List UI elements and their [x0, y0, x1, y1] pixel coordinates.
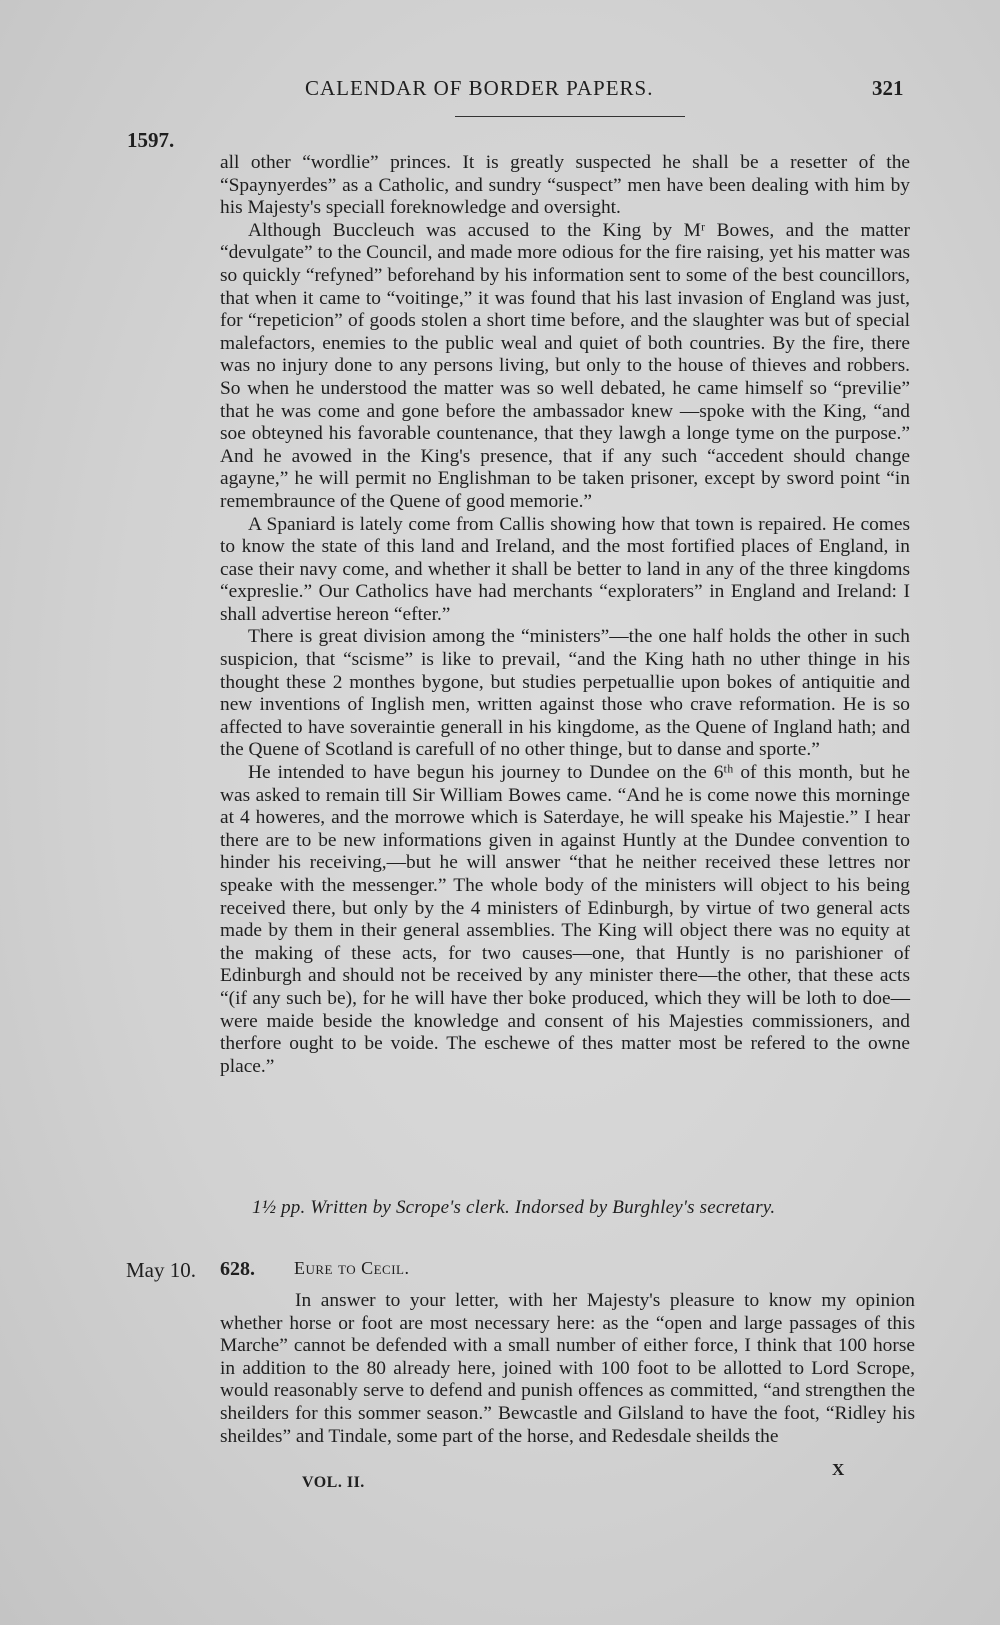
paragraph: There is great division among the “ministers”—the one half holds the other in such suspicion, that “scisme” is like to prevail, “and the King hath no uther thinge in his thought these 2 monthes bygone, but studies perpetuallie upon bokes of antiquitie and new inventions of Inglish men, written against those who crave reformation. He is so affected to have soveraintie generall in his kingdome, as the Quene of Ingland hath; and the Quene of Scotland is carefull of no other thinge, but to danse and sporte.”: [220, 626, 910, 761]
margin-year: 1597.: [127, 128, 175, 152]
paragraph: Although Buccleuch was accused to the King by Mʳ Bowes, and the matter “devulgate” to the Council, and made more odious for the fire raising, yet his matter was so quickly “refyned” beforehand by his information sent to some of the best councillors, that when it came to “voitinge,” it was found that his last invasion of England was just, for “repeticion” of goods stolen a short time before, and the slaughter was but of special malefactors, enemies to the public weal and quiet of both countries. By the fire, there was no injury done to any persons living, but only to the house of thieves and robbers. So when he understood the matter was so well debated, he came himself so “previlie” that he was come and gone before the ambassador knew —spoke with the King, “and soe obteyned his favorable countenance, that they lawgh a longe tyme on the purpose.” And he avowed in the King's presence, that if any such “accedent should change agayne,” he will permit no Englishman to be taken prisoner, except by sword point “in remembraunce of the Quene of good memorie.”: [220, 219, 910, 512]
entry-title: Eure to Cecil.: [294, 1258, 410, 1278]
paragraph: A Spaniard is lately come from Callis showing how that town is repaired. He comes to know the state of this land and Ireland, and the most fortified places of England, in case their navy come, and whether it shall be better to land in any of the three kingdoms “expreslie.” Our Catholics have had merchants “exploraters” in England and Ireland: I shall advertise hereon “efter.”: [220, 513, 910, 625]
paragraph: In answer to your letter, with her Majesty's pleasure to know my opinion whether horse or foot are most necessary here: as the “open and large passages of this Marche” cannot be defended with a small number of either force, I think that 100 horse in addition to the 80 already here, joined with 100 foot to be allotted to Lord Scrope, would reasonably serve to defend and punish offences as committed, “and strengthen the sheilders for this sommer season.” Bewcastle and Gilsland to have the foot, “Ridley his sheildes” and Tindale, some part of the horse, and Redesdale sheilds the: [220, 1290, 915, 1447]
volume-label: VOL. II.: [302, 1474, 365, 1491]
page-number: 321: [872, 76, 904, 100]
entry-body: [220, 1290, 915, 1448]
letter-body: [220, 152, 910, 1078]
running-title: CALENDAR OF BORDER PAPERS.: [305, 76, 654, 100]
docket-note: 1½ pp. Written by Scrope's clerk. Indorsed by Burghley's secretary.: [252, 1197, 776, 1218]
entry-date: May 10.: [126, 1258, 196, 1282]
entry-number: 628.: [220, 1258, 255, 1280]
signature-mark: X: [832, 1460, 845, 1479]
header-rule: [455, 116, 685, 117]
paragraph: all other “wordlie” princes. It is greatly suspected he shall be a resetter of the “Spaynyerdes” as a Catholic, and sundry “suspect” men have been dealing with him by his Majesty's speciall foreknowledge and oversight.: [220, 152, 910, 219]
paragraph: He intended to have begun his journey to Dundee on the 6ᵗʰ of this month, but he was asked to remain till Sir William Bowes came. “And he is come nowe this morninge at 4 howeres, and the morrowe which is Saterdaye, he will speake his Majestie.” I hear there are to be new informations given in against Huntly at the Dundee convention to hinder his receiving,—but he will answer “that he neither received these lettres nor speake with the messenger.” The whole body of the ministers will object to his being received there, but only by the 4 ministers of Edinburgh, by virtue of two general acts made by them in their general assemblies. The King will object there was no equity at the making of these acts, for two causes—one, that Huntly is no parishioner of Edinburgh and should not be received by any minister there—the other, that these acts “(if any such be), for he will have ther boke produced, which they will be loth to doe—were maide beside the knowledge and consent of his Majesties commissioners, and therfore ought to be voide. The eschewe of thes matter most be refered to the owne place.”: [220, 762, 910, 1077]
